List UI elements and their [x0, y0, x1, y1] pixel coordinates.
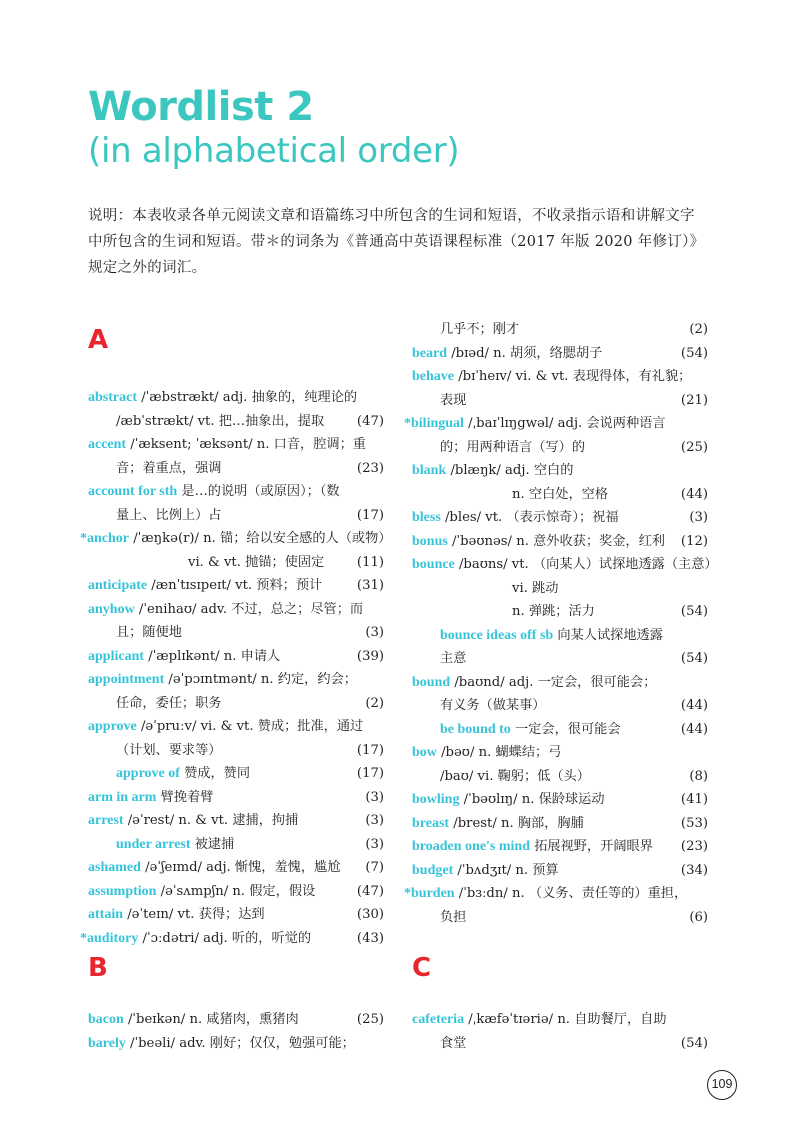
entry-headword: *auditory [80, 930, 139, 946]
entry-line [412, 1032, 708, 1056]
entry-line [412, 530, 708, 554]
entry-page-ref: (7) [365, 860, 384, 875]
entry-page-ref: (23) [356, 460, 384, 476]
entry-text: 主意 [440, 651, 467, 666]
entry-text: 音；着重点，强调 [116, 460, 222, 476]
entry-text: /bles/ vt. （表示惊奇）；祝福 [440, 510, 619, 525]
entry-page-ref: (3) [365, 836, 384, 852]
column-right [404, 318, 718, 929]
entry-line [412, 718, 708, 742]
entry-line [88, 715, 384, 739]
entry-text: 是…的说明（或原因）；（数 [177, 484, 340, 499]
entry-page-ref: (25) [356, 1012, 384, 1027]
section-letter-a: A [88, 325, 109, 355]
entry-line [412, 459, 708, 483]
entry-line [88, 433, 384, 457]
entry-text: /ænˈtɪsɪpeɪt/ vt. 预料；预计 [147, 578, 323, 593]
entry-headword: anyhow [88, 601, 135, 617]
entry-headword: be bound to [440, 721, 511, 737]
entry-text: 量上、比例上）占 [116, 507, 222, 523]
entry-line [412, 835, 708, 859]
entry-line [88, 1008, 384, 1032]
entry-text: vi. & vt. 抛锚；使固定 [188, 554, 325, 570]
entry-page-ref: (25) [680, 439, 708, 455]
entry-line [412, 694, 708, 718]
entry-line [412, 906, 708, 930]
section-c [412, 948, 708, 1055]
entry-text: /əˈsʌmpʃn/ n. 假定，假设 [156, 883, 316, 899]
entry-line [88, 598, 384, 622]
entry-line [88, 762, 384, 786]
entry-line [88, 880, 384, 904]
entry-text: /ˈbeəli/ adv. 刚好；仅仅，勉强可能； [125, 1035, 355, 1051]
entry-text: 负担 [440, 909, 467, 925]
entry-text: 且；随便地 [116, 625, 182, 640]
entry-page-ref: (3) [365, 813, 384, 828]
entry-text: /ˈɔːdətri/ adj. 听的，听觉的 [138, 930, 312, 946]
entry-text: 食堂 [440, 1035, 467, 1051]
entry-headword: bacon [88, 1012, 124, 1027]
entry-page-ref: (54) [680, 345, 708, 361]
entry-page-ref: (11) [356, 554, 384, 570]
entry-page-ref: (54) [680, 604, 708, 619]
entry-line [88, 480, 384, 504]
entry-page-ref: (6) [689, 909, 708, 925]
entry-page-ref: (39) [356, 648, 384, 664]
entry-line [88, 668, 384, 692]
entry-headword: ashamed [88, 860, 141, 875]
entry-headword: beard [412, 345, 447, 361]
entry-line [88, 457, 384, 481]
entry-line [88, 833, 384, 857]
entry-headword: approve [88, 719, 137, 734]
entry-line [88, 1032, 384, 1056]
entry-headword: *anchor [80, 531, 129, 546]
entry-list-b [88, 1008, 384, 1055]
entry-page-ref: (44) [680, 486, 708, 502]
entry-text: n. 空白处，空格 [512, 486, 609, 502]
entry-headword: assumption [88, 883, 157, 899]
entry-line [412, 436, 708, 460]
entry-text: 一定会，很可能会 [510, 721, 621, 737]
entry-line [412, 506, 708, 530]
entry-headword: bound [412, 674, 451, 690]
entry-text: /ˈbəʊnəs/ n. 意外收获；奖金，红利 [447, 533, 665, 549]
entry-text: /ˈbəʊlɪŋ/ n. 保龄球运动 [459, 792, 605, 807]
entry-text: /æbˈstrækt/ vt. 把…抽象出，提取 [116, 413, 325, 429]
entry-page-ref: (3) [365, 789, 384, 805]
entry-page-ref: (21) [680, 392, 708, 408]
entry-headword: blank [412, 463, 447, 478]
entry-page-ref: (31) [356, 578, 384, 593]
entry-page-ref: (17) [356, 507, 384, 523]
entry-headword: appointment [88, 672, 165, 687]
entry-text: /ˈbɜːdn/ n. （义务、责任等的）重担， [454, 886, 688, 901]
entry-text: /ˈæplɪkənt/ n. 申请人 [144, 648, 281, 664]
entry-page-ref: (47) [356, 413, 384, 429]
entry-line [88, 645, 384, 669]
entry-list-b-cont [404, 318, 718, 929]
entry-page-ref: (54) [680, 1035, 708, 1051]
entry-text: /ˈenihaʊ/ adv. 不过，总之；尽管；而 [134, 601, 364, 617]
entry-list-c [412, 1008, 708, 1055]
entry-line [412, 859, 708, 883]
entry-line [412, 788, 708, 812]
entry-line [412, 1008, 708, 1032]
entry-page-ref: (54) [680, 651, 708, 666]
entry-line [412, 365, 708, 389]
entry-text: /əˈpɔɪntmənt/ n. 约定，约会； [164, 672, 357, 687]
entry-text: /bɪəd/ n. 胡须，络腮胡子 [447, 345, 603, 361]
page-subtitle: (in alphabetical order) [88, 131, 460, 171]
entry-headword: attain [88, 907, 123, 922]
entry-page-ref: (3) [365, 625, 384, 640]
section-letter-c: C [412, 953, 432, 983]
entry-headword: bow [412, 745, 437, 760]
entry-page-ref: (12) [680, 533, 708, 549]
entry-line [412, 671, 708, 695]
entry-line [412, 647, 708, 671]
entry-page-ref: (47) [356, 883, 384, 899]
entry-headword: bounce ideas off sb [440, 627, 554, 643]
entry-line [80, 527, 392, 551]
entry-line [88, 410, 384, 434]
entry-headword: cafeteria [412, 1012, 465, 1027]
entry-text: 被逮捕 [190, 836, 235, 852]
entry-line [412, 741, 708, 765]
page-title: Wordlist 2 [88, 84, 314, 130]
entry-text: /blæŋk/ adj. 空白的 [446, 463, 574, 478]
entry-page-ref: (17) [356, 766, 384, 781]
entry-line [88, 903, 384, 927]
entry-line [88, 574, 384, 598]
entry-text: /əˈpruːv/ vi. & vt. 赞成；批准，通过 [136, 719, 364, 734]
entry-text: 向某人试探地透露 [553, 627, 663, 643]
entry-headword: *burden [404, 886, 455, 901]
entry-headword: under arrest [116, 836, 191, 852]
entry-text: 的；用两种语言（写）的 [440, 439, 586, 455]
entry-line [412, 389, 708, 413]
entry-headword: accent [88, 437, 127, 452]
entry-page-ref: (44) [680, 698, 708, 713]
entry-line [88, 856, 384, 880]
entry-text: /əˈrest/ n. & vt. 逮捕，拘捕 [123, 813, 299, 828]
section-b [88, 948, 384, 1055]
page-number: 109 [707, 1070, 737, 1100]
entry-page-ref: (8) [689, 768, 708, 784]
entry-headword: approve of [116, 766, 180, 781]
entry-line [412, 342, 708, 366]
entry-text: /ˈæksent; ˈæksənt/ n. 口音，腔调；重 [126, 437, 366, 452]
entry-page-ref: (2) [365, 695, 384, 711]
entry-headword: bonus [412, 533, 448, 549]
entry-text: 有义务（做某事） [440, 698, 546, 713]
entry-page-ref: (17) [356, 742, 384, 758]
entry-headword: anticipate [88, 578, 148, 593]
entry-line [88, 386, 384, 410]
entry-text: /ˈbʌdʒɪt/ n. 预算 [453, 862, 559, 878]
entry-line [412, 765, 708, 789]
entry-page-ref: (44) [680, 721, 708, 737]
entry-text: /bəʊ/ n. 蝴蝶结；弓 [436, 745, 562, 760]
entry-line [88, 504, 384, 528]
entry-headword: bowling [412, 792, 460, 807]
entry-page-ref: (41) [680, 792, 708, 807]
entry-line [412, 812, 708, 836]
entry-text: /ˌkæfəˈtɪəriə/ n. 自助餐厅，自助 [464, 1012, 667, 1027]
entry-headword: account for sth [88, 484, 178, 499]
entry-headword: arrest [88, 813, 124, 828]
entry-headword: arm in arm [88, 789, 157, 805]
entry-page-ref: (43) [356, 930, 384, 946]
entry-line [88, 692, 384, 716]
entry-text: 表现 [440, 392, 467, 408]
entry-text: n. 弹跳；活力 [512, 604, 595, 619]
entry-line [412, 553, 718, 577]
entry-line [88, 786, 384, 810]
entry-text: 臂挽着臂 [156, 789, 214, 805]
entry-text: vi. 跳动 [512, 580, 559, 596]
entry-text: /brest/ n. 胸部，胸脯 [449, 815, 584, 831]
entry-text: （计划、要求等） [116, 742, 222, 758]
entry-text: /baʊns/ vt. （向某人）试探地透露（主意） [454, 557, 718, 572]
entry-text: 拓展视野，开阔眼界 [530, 839, 653, 854]
column-left [80, 318, 392, 950]
entry-page-ref: (53) [680, 815, 708, 831]
entry-line [88, 551, 384, 575]
entry-headword: abstract [88, 390, 137, 405]
entry-text: /əˈteɪn/ vt. 获得；达到 [123, 907, 265, 922]
entry-line [88, 809, 384, 833]
entry-line [404, 412, 708, 436]
entry-list-a [80, 386, 392, 950]
entry-headword: broaden one's mind [412, 839, 530, 854]
entry-headword: barely [88, 1035, 126, 1051]
entry-line [412, 318, 708, 342]
entry-text: /əˈʃeɪmd/ adj. 惭愧，羞愧，尴尬 [140, 860, 341, 875]
entry-line [412, 600, 708, 624]
entry-headword: *bilingual [404, 416, 464, 431]
entry-headword: bless [412, 510, 441, 525]
entry-headword: budget [412, 862, 454, 878]
entry-page-ref: (34) [680, 862, 708, 878]
entry-text: /ˈæbstrækt/ adj. 抽象的，纯理论的 [137, 390, 358, 405]
section-letter-b: B [88, 953, 108, 983]
entry-line [412, 577, 708, 601]
entry-line [80, 927, 384, 951]
entry-line [412, 624, 708, 648]
entry-headword: bounce [412, 557, 455, 572]
entry-line [404, 882, 708, 906]
entry-text: /baʊ/ vi. 鞠躬；低（头） [440, 768, 590, 784]
entry-text: 几乎不；刚才 [440, 322, 520, 337]
entry-headword: breast [412, 815, 450, 831]
entry-page-ref: (30) [356, 907, 384, 922]
entry-text: /baʊnd/ adj. 一定会，很可能会； [450, 674, 657, 690]
entry-text: 任命，委任；职务 [116, 695, 222, 711]
entry-text: /ˌbaɪˈlɪŋgwəl/ adj. 会说两种语言 [463, 416, 666, 431]
entry-headword: applicant [88, 648, 145, 664]
entry-page-ref: (2) [689, 322, 708, 337]
entry-text: 赞成，赞同 [179, 766, 251, 781]
entry-page-ref: (23) [680, 839, 708, 854]
entry-line [412, 483, 708, 507]
entry-text: /bɪˈheɪv/ vi. & vt. 表现得体，有礼貌； [454, 369, 692, 384]
entry-text: /ˈbeɪkən/ n. 咸猪肉，熏猪肉 [123, 1012, 299, 1027]
entry-line [88, 739, 384, 763]
entry-line [88, 621, 384, 645]
entry-text: /ˈæŋkə(r)/ n. 锚；给以安全感的人（或物） [129, 531, 392, 546]
entry-page-ref: (3) [689, 510, 708, 525]
entry-headword: behave [412, 369, 454, 384]
intro-note: 说明：本表收录各单元阅读文章和语篇练习中所包含的生词和短语，不收录指示语和讲解文字中所包含的生词和短语。带＊的词条为《普通高中英语课程标准（2017 年版 2020 年修订）》规定之外的词汇。 [88, 208, 705, 276]
